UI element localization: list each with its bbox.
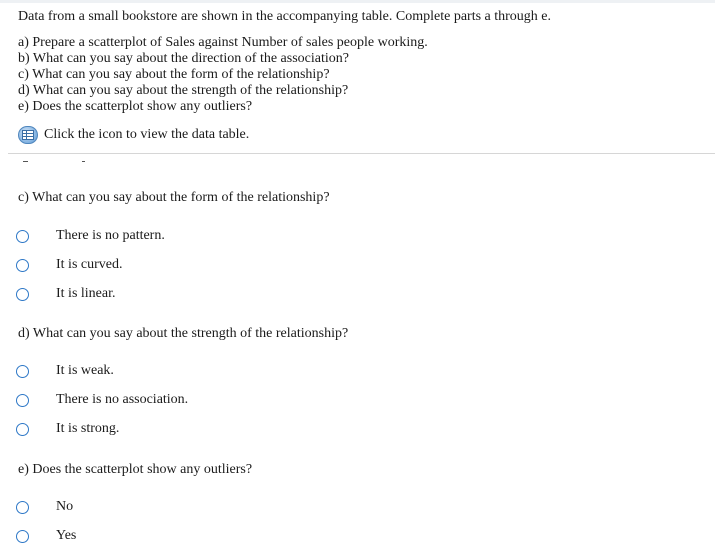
- part-c: c) What can you say about the form of the relationship?: [18, 67, 330, 82]
- option-label[interactable]: It is linear.: [56, 286, 116, 301]
- option-strong[interactable]: [16, 420, 119, 438]
- question-form: c) What can you say about the form of the relationship?: [18, 190, 330, 205]
- radio-button[interactable]: [16, 501, 29, 514]
- option-label[interactable]: Yes: [56, 528, 77, 543]
- parts-list: [18, 35, 428, 115]
- radio-button[interactable]: [16, 365, 29, 378]
- divider-tick-left: [23, 161, 28, 162]
- option-weak[interactable]: [16, 362, 114, 380]
- option-no-association[interactable]: [16, 391, 188, 409]
- table-icon[interactable]: [18, 126, 38, 144]
- question-strength: d) What can you say about the strength of the relationship?: [18, 326, 349, 341]
- data-table-link[interactable]: [18, 125, 249, 145]
- option-label[interactable]: There is no association.: [56, 392, 189, 407]
- option-linear[interactable]: [16, 285, 116, 303]
- part-e: e) Does the scatterplot show any outliers?: [18, 99, 253, 114]
- option-no[interactable]: [16, 498, 73, 516]
- option-label[interactable]: It is strong.: [56, 421, 120, 436]
- option-label[interactable]: No: [56, 499, 74, 514]
- radio-button[interactable]: [16, 230, 29, 243]
- radio-button[interactable]: [16, 423, 29, 436]
- divider: [8, 153, 715, 154]
- radio-button[interactable]: [16, 288, 29, 301]
- data-table-label[interactable]: Click the icon to view the data table.: [44, 127, 250, 142]
- radio-button[interactable]: [16, 394, 29, 407]
- part-d: d) What can you say about the strength of the relationship?: [18, 83, 349, 98]
- divider-tick-right: [82, 161, 85, 162]
- top-rule: [0, 0, 715, 3]
- question-outliers: e) Does the scatterplot show any outliers?: [18, 462, 253, 477]
- intro-text: Data from a small bookstore are shown in the accompanying table. Complete parts a through e.: [18, 9, 552, 24]
- option-yes[interactable]: [16, 527, 76, 545]
- radio-button[interactable]: [16, 530, 29, 543]
- option-label[interactable]: There is no pattern.: [56, 228, 165, 243]
- option-label[interactable]: It is weak.: [56, 363, 114, 378]
- part-a: a) Prepare a scatterplot of Sales against Number of sales people working.: [18, 35, 428, 50]
- option-curved[interactable]: [16, 256, 122, 274]
- option-label[interactable]: It is curved.: [56, 257, 123, 272]
- radio-button[interactable]: [16, 259, 29, 272]
- option-no-pattern[interactable]: [16, 227, 165, 245]
- part-b: b) What can you say about the direction of the association?: [18, 51, 349, 66]
